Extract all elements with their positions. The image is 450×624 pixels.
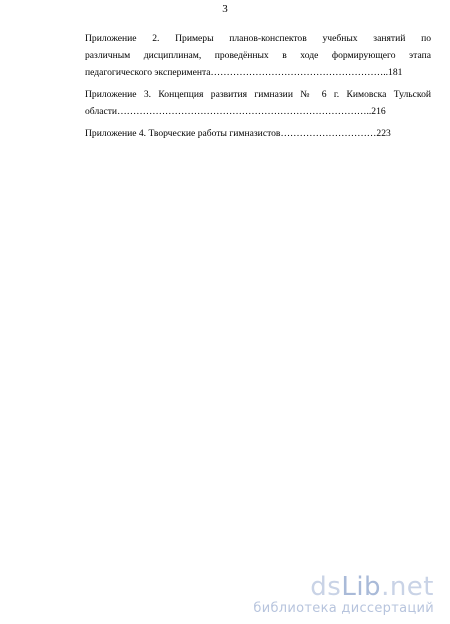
toc-entry-appendix-3 bbox=[85, 86, 431, 120]
toc-line: педагогического эксперимента………………………………………………..181 bbox=[85, 67, 403, 78]
watermark-logo-part: Lib bbox=[341, 572, 382, 602]
page-number: 3 bbox=[222, 3, 228, 15]
toc-entry-appendix-2 bbox=[85, 30, 431, 81]
watermark-tagline: библиотека диссертаций bbox=[253, 601, 434, 616]
toc-line: Приложение 4. Творческие работы гимназистов…………………………223 bbox=[85, 128, 391, 139]
watermark-logo-part: .net bbox=[381, 572, 434, 602]
watermark-logo bbox=[253, 573, 434, 601]
toc-line: Приложение 2. Примеры планов-конспектов учебных занятий по bbox=[85, 33, 431, 44]
toc-entry-appendix-4 bbox=[85, 125, 431, 142]
toc-line: Приложение 3. Концепция развития гимназии № 6 г. Кимовска Тульской bbox=[85, 89, 431, 100]
table-of-contents bbox=[85, 30, 431, 147]
toc-line: области……………………………………………………………………..216 bbox=[85, 106, 386, 117]
watermark-logo-part: ds bbox=[310, 572, 342, 602]
watermark bbox=[253, 573, 434, 616]
toc-line: различным дисциплинам, проведённых в ходе формирующего этапа bbox=[85, 50, 431, 61]
